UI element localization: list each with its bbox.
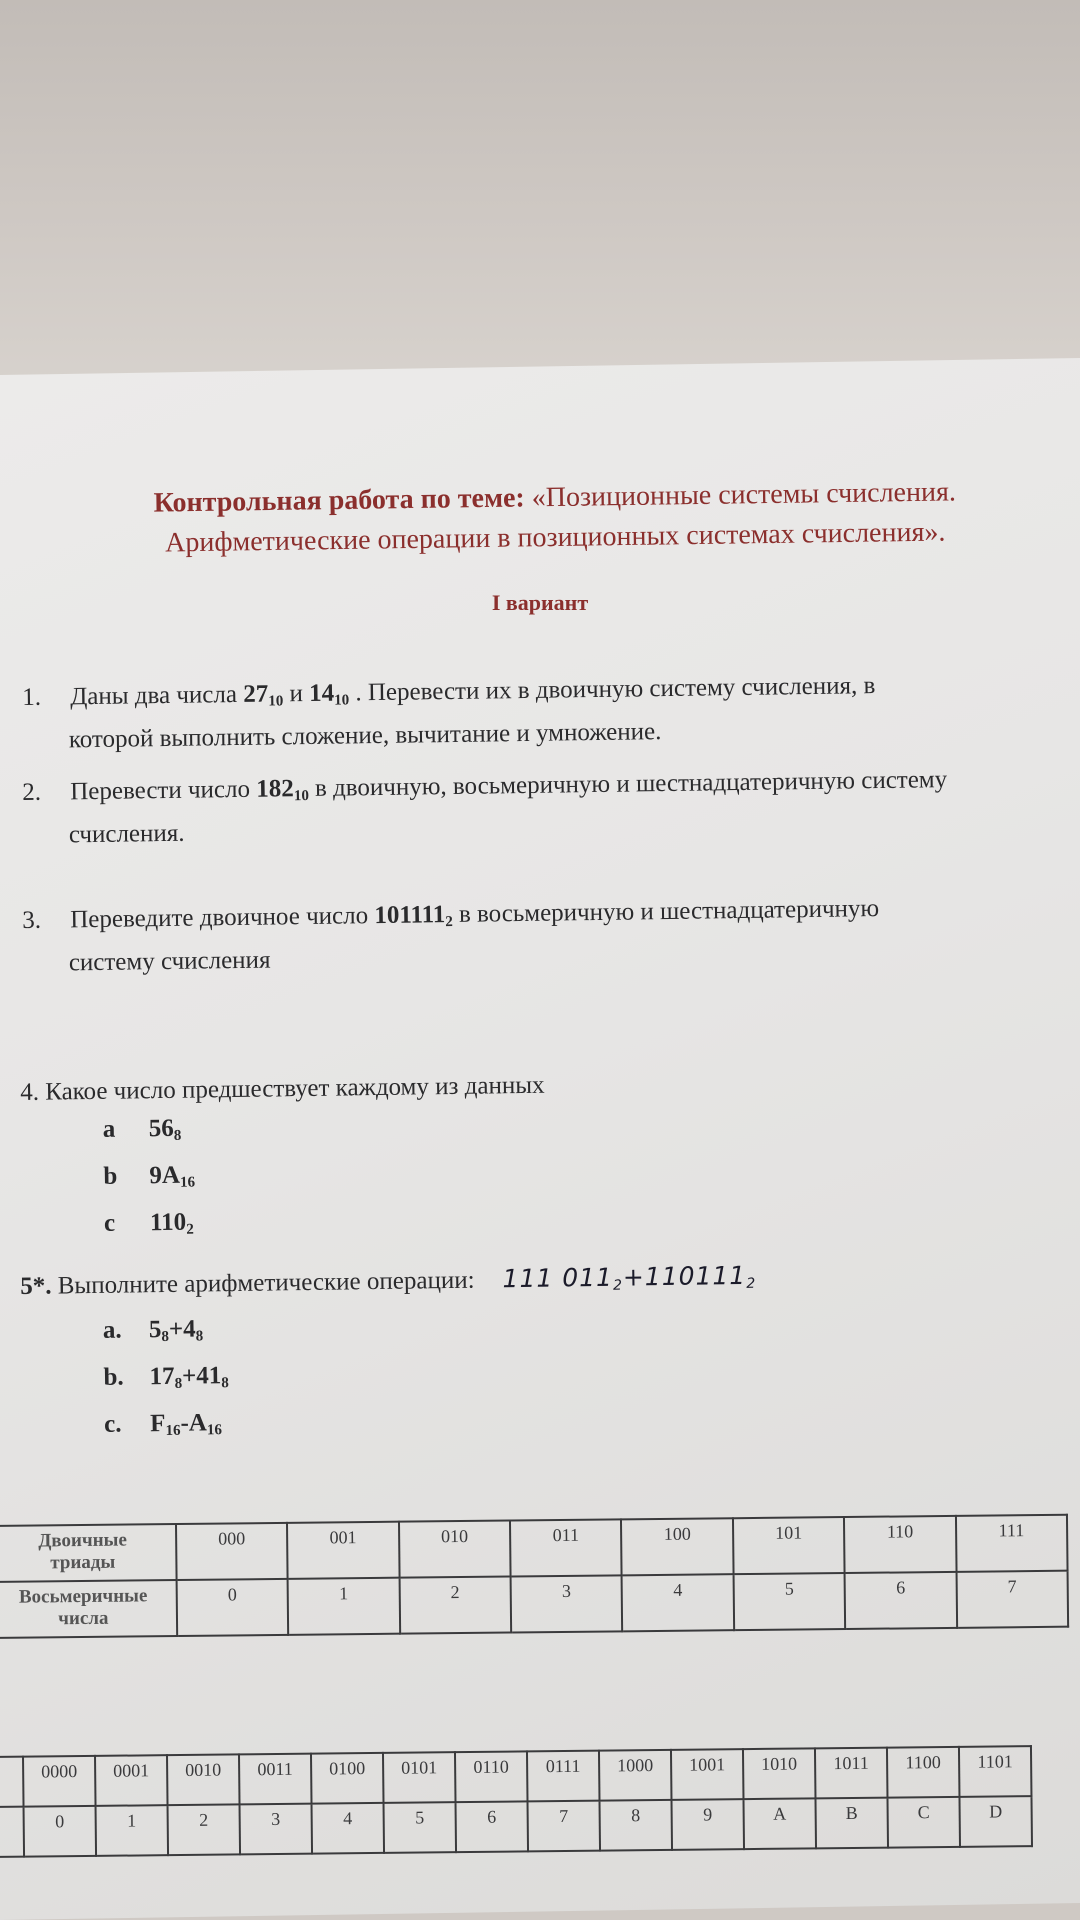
title-line1: «Позиционные системы счисления.	[531, 476, 957, 514]
question-text: в двоичную, восьмеричную и шестнадцатеричную систему	[308, 766, 948, 802]
item-letter: b	[103, 1162, 118, 1190]
number: 14	[308, 679, 335, 707]
base: 16	[179, 1174, 196, 1191]
handwritten-base: 2	[612, 1277, 624, 1294]
base: 8	[221, 1375, 229, 1392]
number: 5	[148, 1316, 162, 1344]
table-cell: 4	[622, 1574, 734, 1631]
question-text: . Перевести их в двоичную систему счисления, в	[348, 672, 876, 707]
table-cell: 011	[510, 1519, 622, 1576]
table-cell: 6	[845, 1572, 957, 1629]
question-text: в восьмеричную и шестнадцатеричную	[452, 895, 880, 928]
table-cell: 100	[621, 1518, 733, 1575]
table-cell: 111	[956, 1515, 1068, 1572]
table-cell: 0101	[383, 1752, 456, 1803]
table-cell: 0011	[239, 1754, 312, 1805]
table-cell: A	[743, 1798, 816, 1849]
table-cell: 0010	[167, 1754, 240, 1805]
question-2	[22, 762, 948, 854]
table-cell: 4	[312, 1803, 385, 1854]
row-header	[0, 1807, 24, 1857]
question-number: 3.	[22, 906, 42, 934]
sub-items	[21, 1302, 759, 1453]
question-number: 4.	[20, 1078, 40, 1106]
table-cell: 101	[733, 1517, 845, 1574]
question-text: счисления.	[68, 819, 185, 849]
handwritten-plus: +	[622, 1262, 645, 1292]
sub-item	[104, 1198, 547, 1251]
table-cell: 0001	[95, 1755, 168, 1806]
table-cell: 2	[399, 1577, 511, 1634]
item-letter: c	[103, 1209, 116, 1237]
base: 10	[268, 693, 284, 710]
question-1	[22, 668, 876, 759]
question-number: 2.	[22, 778, 42, 806]
question-number: 1.	[22, 683, 42, 711]
table-cell: 1001	[671, 1749, 744, 1800]
base: 8	[174, 1375, 183, 1392]
table-cell: D	[959, 1796, 1032, 1847]
number: 17	[149, 1362, 175, 1391]
base: 16	[165, 1422, 181, 1439]
base: 16	[206, 1422, 223, 1439]
table-cell: 2	[168, 1804, 241, 1855]
table-cell: 3	[511, 1575, 623, 1632]
table-cell: 1010	[743, 1748, 816, 1799]
operator: -	[180, 1409, 189, 1437]
number: 182	[256, 775, 294, 803]
row-header-line: триады	[50, 1551, 116, 1574]
question-text: Какое число предшествует каждому из данных	[45, 1071, 545, 1106]
base: 8	[195, 1328, 204, 1345]
title-bold: Контрольная работа по теме:	[153, 482, 525, 519]
question-3	[22, 891, 880, 982]
table-cell: 110	[844, 1516, 956, 1573]
base: 8	[173, 1127, 182, 1144]
number: 41	[196, 1362, 222, 1390]
table-cell: 1	[96, 1805, 169, 1856]
table-cell: 000	[176, 1523, 288, 1580]
question-5	[20, 1258, 758, 1453]
number: A	[188, 1409, 208, 1437]
table-cell: B	[815, 1798, 888, 1849]
base: 2	[186, 1221, 194, 1238]
table-cell: 5	[384, 1802, 457, 1853]
table-cell: 0	[176, 1579, 288, 1636]
table-row	[0, 1796, 1032, 1857]
question-text: которой выполнить сложение, вычитание и умножение.	[68, 718, 662, 754]
row-header-line: числа	[58, 1607, 109, 1630]
question-text: Переведите двоичное число	[70, 902, 375, 934]
operator: +	[181, 1362, 197, 1390]
table-cell: 1101	[959, 1746, 1032, 1797]
sub-item	[103, 1151, 546, 1204]
item-letter: a.	[102, 1316, 122, 1344]
table-cell: 6	[456, 1801, 529, 1852]
item-letter: a	[102, 1115, 116, 1143]
question-number: 5*.	[20, 1272, 52, 1300]
sub-items	[21, 1104, 547, 1252]
table-cell: 0000	[23, 1756, 96, 1807]
operator: +	[168, 1315, 184, 1343]
row-header-line: Восьмеричные	[18, 1585, 148, 1608]
table-cell: 010	[399, 1521, 511, 1578]
number: 27	[243, 680, 269, 708]
document-title	[59, 471, 1050, 565]
table-cell: 0110	[455, 1751, 528, 1802]
table-cell: 001	[287, 1522, 399, 1579]
sub-item	[102, 1104, 545, 1157]
table-cell: 7	[956, 1571, 1068, 1628]
table-cell: C	[887, 1797, 960, 1848]
table-cell: 1011	[815, 1748, 888, 1799]
title-line2: Арифметические операции в позиционных системах счисления».	[164, 516, 946, 559]
item-letter: b.	[103, 1363, 124, 1391]
handwritten-number: 111 011	[502, 1262, 614, 1294]
question-text: Перевести число	[70, 775, 257, 806]
base: 10	[334, 692, 350, 709]
variant-label: I вариант	[491, 590, 589, 615]
table-row	[0, 1571, 1068, 1638]
table-cell: 1	[288, 1578, 400, 1635]
handwritten-number: 110111	[644, 1260, 747, 1292]
hex-conversion-table	[0, 1745, 1033, 1858]
item-letter: c.	[104, 1410, 122, 1438]
number: 9A	[149, 1161, 181, 1190]
sub-item	[104, 1396, 759, 1452]
table-cell: 8	[600, 1800, 673, 1851]
base: 2	[445, 913, 453, 931]
table-cell: 7	[528, 1801, 601, 1852]
number: 101111	[374, 901, 446, 930]
question-text: Выполните арифметические операции:	[57, 1266, 475, 1300]
table-cell: 9	[671, 1799, 744, 1850]
table-cell: 0111	[527, 1751, 600, 1802]
handwritten-base: 2	[746, 1275, 757, 1292]
table-cell: 1000	[599, 1750, 672, 1801]
table-cell: 5	[733, 1573, 845, 1630]
number: 110	[149, 1208, 187, 1237]
handwritten-note	[502, 1261, 756, 1294]
octal-conversion-table	[0, 1514, 1069, 1639]
table-cell: 3	[240, 1804, 313, 1855]
number: 56	[148, 1114, 174, 1143]
question-4	[20, 1068, 547, 1252]
base: 8	[161, 1328, 170, 1346]
question-text: Даны два числа	[70, 680, 244, 711]
number: F	[149, 1409, 166, 1438]
number: 4	[182, 1315, 196, 1343]
question-text: и	[283, 679, 310, 708]
table-cell: 1100	[887, 1747, 960, 1798]
row-header	[0, 1524, 176, 1582]
base: 10	[293, 787, 309, 805]
table-cell: 0100	[311, 1753, 384, 1804]
table-cell: 0	[24, 1806, 97, 1857]
question-text: систему счисления	[68, 946, 271, 977]
row-header	[0, 1580, 177, 1638]
row-header-line: Двоичные	[38, 1529, 127, 1552]
row-header	[0, 1757, 24, 1807]
